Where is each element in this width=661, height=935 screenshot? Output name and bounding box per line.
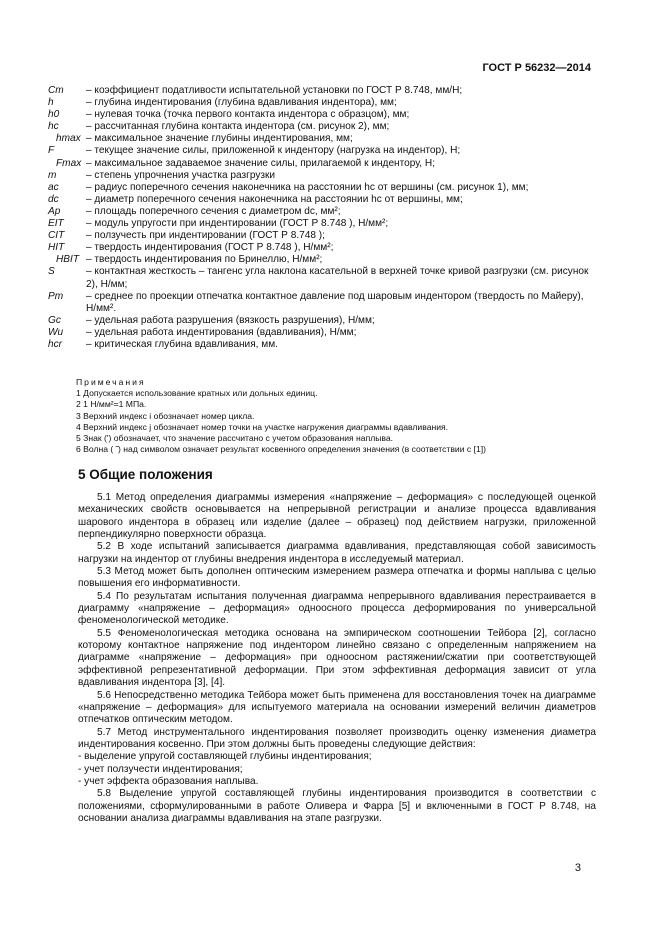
symbol: hc: [48, 121, 59, 133]
symbol: Wи: [48, 326, 64, 338]
symbol: Ap: [48, 205, 61, 217]
symbol: EIT: [48, 218, 64, 230]
symbol: Fmax: [56, 157, 82, 169]
definition-row: [48, 327, 593, 339]
definition-row: [48, 109, 593, 121]
definition-text: – удельная работа разрушения (вязкость разрушения), Н/мм;: [86, 314, 375, 326]
definition-row: [48, 97, 593, 109]
definition-text: – рассчитанная глубина контакта индентора (см. рисунок 2), мм;: [86, 121, 390, 133]
note-item: 2 1 Н/мм²=1 МПа.: [76, 399, 147, 410]
note-item: 6 Волна ( ̃ ) над символом означает результат косвенного определения значения (в соответствии с [1]): [76, 444, 486, 455]
definition-row: [48, 85, 593, 97]
definition-text: – модуль упругости при индентировании (ГОСТ Р 8.748 ), Н/мм²;: [86, 218, 389, 230]
definition-row: [48, 218, 593, 230]
definition-row: [48, 194, 593, 206]
definition-row: [48, 121, 593, 133]
definition-row: [48, 145, 593, 157]
definition-row: [48, 170, 593, 182]
section-body: [78, 492, 596, 825]
symbol: HBIT: [56, 254, 79, 266]
list-item: - выделение упругой составляющей глубины индентирования;: [78, 751, 372, 763]
definition-text: – площадь поперечного сечения с диаметром dc, мм²;: [86, 205, 341, 217]
paragraph: 5.1 Метод определения диаграммы измерения «напряжение – деформация» с последующей оценкой механических свойств основывается на непрерывной регистрации и анализе процесса вдавливания шарового индентора в образец или изделие (далее – образец) под действием нагрузки, приложенной перпендикулярно поверхности образца.: [78, 492, 596, 541]
definition-text: – контактная жесткость – тангенс угла наклона касательной в верхней точке кривой разгрузки (см. рисунок 2), Н/мм;: [86, 266, 589, 290]
definition-row: [48, 158, 593, 170]
definition-text: – удельная работа индентирования (вдавливания), Н/мм;: [86, 326, 357, 338]
symbol: Gc: [48, 314, 61, 326]
symbol: dc: [48, 193, 59, 205]
definition-row: [48, 230, 593, 242]
definition-text: – максимальное значение глубины индентирования, мм;: [86, 133, 353, 145]
symbol: hcr: [48, 338, 63, 350]
definition-text: – степень упрочнения участка разгрузки: [86, 169, 276, 181]
symbol: m: [48, 169, 57, 181]
symbol: Pm: [48, 290, 64, 302]
notes-block: [76, 377, 596, 455]
definition-text: – критическая глубина вдавливания, мм.: [86, 338, 278, 350]
definition-text: – радиус поперечного сечения наконечника на расстоянии hc от вершины (см. рисунок 1), мм;: [86, 181, 529, 193]
paragraph: 5.4 По результатам испытания полученная диаграмма непрерывного вдавливания перестраивается в диаграмму «напряжение – деформация» одноосного процесса деформирования по универсальной феноменологической методике.: [78, 590, 596, 627]
page-number: 3: [574, 862, 581, 874]
definition-text: – твердость индентирования (ГОСТ Р 8.748 ), Н/мм²;: [86, 242, 334, 254]
paragraph: 5.7 Метод инструментального индентирования позволяет производить оценку изменения диаметра индентирования косвенно. При этом должны быть проведены следующие действия:: [78, 726, 596, 750]
symbol: Cm: [48, 85, 64, 96]
symbol: CIT: [48, 230, 65, 242]
list-item: - учет ползучести индентирования;: [78, 763, 243, 775]
definition-row: [48, 182, 593, 194]
note-item: 1 Допускается использование кратных или дольных единиц.: [76, 388, 318, 399]
paragraph: 5.8 Выделение упругой составляющей глубины индентирования производится в соответствии с положениями, сформулированными в работе Оливера и Фарра [5] и включенными в ГОСТ Р 8.748, на основании анализа диаграммы вдавливания на этапе разгрузки.: [78, 788, 596, 824]
definition-text: – глубина индентирования (глубина вдавливания индентора), мм;: [86, 97, 397, 109]
symbol: h0: [48, 109, 60, 121]
definition-row: [48, 242, 593, 254]
definition-text: – максимальное задаваемое значение силы, прилагаемой к индентору, Н;: [86, 157, 435, 169]
definition-row: [48, 266, 593, 290]
notes-heading: Примечания: [76, 377, 146, 387]
standard-header: ГОСТ Р 56232—2014: [482, 62, 591, 74]
paragraph: 5.3 Метод может быть дополнен оптическим измерением размера отпечатка и формы наплыва с целью повышения его информативности.: [78, 566, 596, 590]
definition-text: – ползучесть при индентировании (ГОСТ Р 8.748 );: [86, 230, 325, 242]
list-item: - учет эффекта образования наплыва.: [78, 775, 259, 787]
note-item: 4 Верхний индекс j обозначает номер точки на участке нагружения диаграммы вдавливания.: [76, 421, 449, 432]
paragraph: 5.5 Феноменологическая методика основана на эмпирическом соотношении Тейбора [2], согласно которому контактное напряжение под индентором линейно связано с определенным напряжением на диаграмме «напряжение – деформация» при одноосном растяжении/сжатии при соответствующей эффективной репрезентативной деформации. При этом эффективная деформация зависит от угла вдавливания индентора [3], [4].: [78, 627, 596, 689]
symbol: S: [48, 266, 55, 278]
definition-row: [48, 254, 593, 266]
symbol-definitions: [48, 85, 593, 351]
definition-row: [48, 133, 593, 145]
section-title: 5 Общие положения: [78, 467, 213, 482]
paragraph: 5.6 Непосредственно методика Тейбора может быть применена для восстановления точек на диаграмме «напряжение – деформация» для испытуемого материала на основании измерений величин диаметров отпечатков оптическим методом.: [78, 689, 596, 726]
definition-row: [48, 315, 593, 327]
paragraph: 5.2 В ходе испытаний записывается диаграмма вдавливания, представляющая собой зависимость нагрузки на индентор от глубины внедрения индентора в исследуемый материал.: [78, 541, 596, 565]
symbol: F: [48, 145, 55, 157]
definition-text: – среднее по проекции отпечатка контактное давление под шаровым индентором (твердость по Майеру), Н/мм².: [86, 290, 584, 314]
symbol: HIT: [48, 242, 65, 254]
definition-text: – текущее значение силы, приложенной к индентору (нагрузка на индентор), Н;: [86, 145, 461, 157]
note-item: 3 Верхний индекс i обозначает номер цикла.: [76, 410, 255, 421]
definition-row: [48, 339, 593, 351]
definition-row: [48, 291, 593, 315]
note-item: 5 Знак (') обозначает, что значение рассчитано с учетом образования наплыва.: [76, 433, 394, 444]
definition-row: [48, 206, 593, 218]
symbol: h: [48, 97, 54, 109]
definition-text: – нулевая точка (точка первого контакта индентора с образцом), мм;: [86, 109, 410, 121]
symbol: hmax: [56, 133, 81, 145]
definition-text: – твердость индентирования по Бринеллю, Н/мм²;: [86, 254, 323, 266]
definition-text: – коэффициент податливости испытательной установки по ГОСТ Р 8.748, мм/Н;: [86, 85, 463, 96]
symbol: ac: [48, 181, 59, 193]
definition-text: – диаметр поперечного сечения наконечника на расстоянии hc от вершины, мм;: [86, 193, 463, 205]
